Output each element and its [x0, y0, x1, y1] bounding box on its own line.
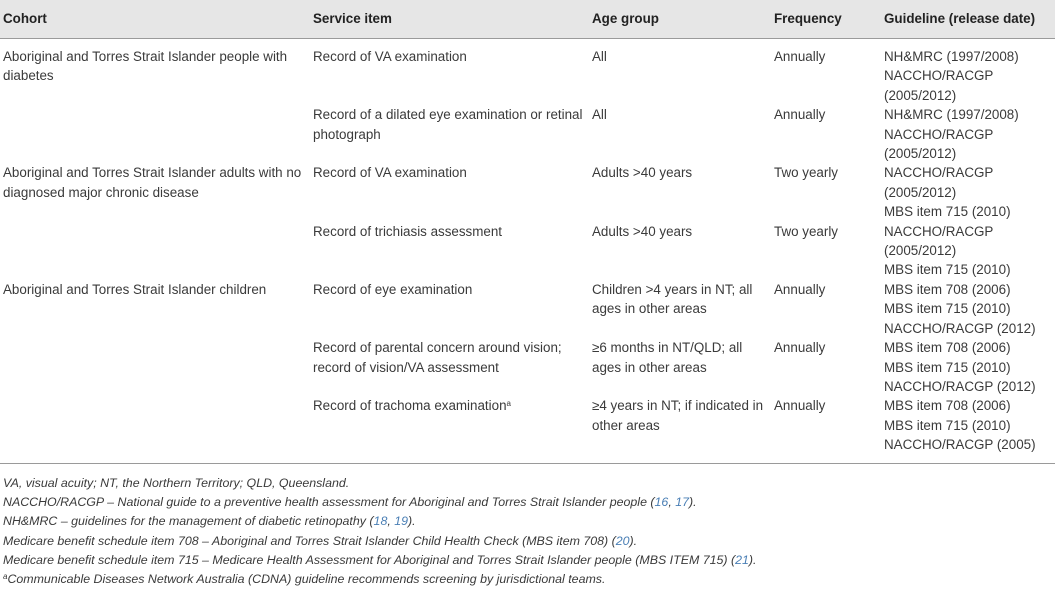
cell-age: Adults >40 years [592, 165, 693, 181]
footnote-text: , [387, 514, 395, 529]
cell-cohort [0, 222, 310, 280]
cell-frequency: Annually [774, 49, 826, 64]
table-row [0, 280, 1055, 338]
cell-frequency: Two yearly [774, 223, 838, 239]
guideline-line: MBS item 708 (2006) [884, 281, 1011, 297]
table-row [0, 338, 1055, 396]
cell-guideline [881, 396, 1055, 463]
table-footnotes [3, 474, 756, 589]
cell-service [310, 396, 589, 463]
cell-cohort [0, 396, 310, 463]
guideline-line: MBS item 715 (2010) [884, 301, 1011, 317]
cell-guideline [881, 338, 1055, 396]
guideline-line: MBS item 715 (2010) [884, 417, 1011, 433]
footnote-marker: a [3, 572, 8, 582]
guideline-line: NH&MRC (1997/2008) [884, 107, 1019, 123]
footnote-text: ). [408, 514, 416, 529]
footnote-abbreviations: VA, visual acuity; NT, the Northern Territory; QLD, Queensland. [3, 476, 350, 490]
table-row [0, 163, 1055, 221]
cell-frequency: Annually [774, 107, 826, 123]
footnote-text: NACCHO/RACGP – National guide to a preventive health assessment for Aboriginal and Torres Strait Islander people ( [3, 495, 655, 510]
table-row [0, 39, 1055, 106]
table-row [0, 105, 1055, 163]
cell-age: All [592, 107, 607, 123]
cell-age: ≥6 months in NT/QLD; all ages in other areas [592, 340, 743, 375]
cell-age: ≥4 years in NT; if indicated in other areas [589, 396, 771, 463]
guideline-line: MBS item 708 (2006) [884, 398, 1011, 414]
cell-service: Record of eye examination [313, 281, 473, 297]
footnote-nhmrc [3, 512, 756, 531]
reference-link[interactable]: 19 [394, 514, 409, 529]
guideline-line: NH&MRC (1997/2008) [884, 49, 1019, 64]
table-header-row [0, 0, 1055, 39]
cell-frequency: Annually [771, 396, 881, 463]
cell-guideline [881, 222, 1055, 280]
header-age-group: Age group [589, 0, 771, 39]
cell-cohort [0, 338, 310, 396]
table-row [0, 222, 1055, 280]
cell-service: Record of VA examination [313, 165, 467, 181]
reference-link[interactable]: 16 [654, 495, 669, 510]
guideline-line: NACCHO/RACGP (2005/2012) [884, 68, 994, 103]
cell-frequency: Annually [774, 340, 826, 356]
cell-frequency: Annually [774, 281, 826, 297]
cell-service: Record of VA examination [313, 49, 467, 64]
footnote-naccho [3, 493, 756, 512]
cell-service: Record of a dilated eye examination or retinal photograph [313, 107, 583, 142]
footnote-marker: a [506, 399, 511, 409]
header-frequency: Frequency [771, 0, 881, 39]
guideline-line: NACCHO/RACGP (2012) [884, 378, 1036, 394]
service-text: Record of trachoma examination [313, 398, 507, 414]
guideline-line: NACCHO/RACGP (2012) [884, 320, 1036, 336]
reference-link[interactable]: 18 [373, 514, 388, 529]
cell-guideline [881, 39, 1055, 106]
cell-age: Children >4 years in NT; all ages in other areas [592, 281, 753, 317]
cell-cohort: Aboriginal and Torres Strait Islander people with diabetes [3, 49, 288, 84]
cell-service: Record of trichiasis assessment [313, 223, 503, 239]
table-row [0, 396, 1055, 463]
guideline-line: MBS item 715 (2010) [884, 204, 1011, 220]
footnote-text: NH&MRC – guidelines for the management of diabetic retinopathy ( [3, 514, 374, 529]
footnote-mbs-715 [3, 551, 756, 570]
guideline-line: NACCHO/RACGP (2005/2012) [884, 223, 994, 259]
footnote-text: ). [689, 495, 697, 510]
cell-guideline [881, 105, 1055, 163]
cell-age: All [592, 49, 607, 64]
guideline-line: NACCHO/RACGP (2005/2012) [884, 165, 994, 200]
footnote-text: ). [629, 533, 638, 548]
cell-service: Record of parental concern around vision; record of vision/VA assessment [313, 340, 562, 375]
footnote-text: , [668, 495, 676, 510]
reference-link[interactable]: 20 [615, 533, 630, 548]
cell-cohort: Aboriginal and Torres Strait Islander children [3, 281, 267, 297]
guideline-line: MBS item 715 (2010) [884, 359, 1011, 375]
reference-link[interactable]: 17 [675, 495, 690, 510]
cell-cohort [0, 105, 310, 163]
footnote-text: ). [748, 552, 757, 567]
cell-cohort: Aboriginal and Torres Strait Islander adults with no diagnosed major chronic disease [3, 165, 302, 200]
footnote-cdna [3, 570, 756, 589]
guideline-line: MBS item 708 (2006) [884, 340, 1011, 356]
guideline-line: NACCHO/RACGP (2005/2012) [884, 126, 994, 162]
cell-guideline [881, 163, 1055, 221]
cell-age: Adults >40 years [592, 223, 693, 239]
footnote-text: Communicable Diseases Network Australia (CDNA) guideline recommends screening by jurisdictional teams. [7, 572, 606, 587]
header-cohort: Cohort [0, 0, 310, 39]
header-service-item: Service item [310, 0, 589, 39]
guideline-line: NACCHO/RACGP (2005) [884, 437, 1036, 453]
guideline-line: MBS item 715 (2010) [884, 262, 1011, 278]
footnote-text: Medicare benefit schedule item 708 – Aboriginal and Torres Strait Islander Child Health Check (MBS item 708) ( [3, 533, 616, 548]
cell-frequency: Two yearly [774, 165, 838, 181]
reference-link[interactable]: 21 [735, 552, 749, 567]
footnote-text: Medicare benefit schedule item 715 – Medicare Health Assessment for Aboriginal and Torres Strait Islander people (MBS ITEM 715) ( [3, 552, 736, 567]
cell-guideline [881, 280, 1055, 338]
footnote-mbs-708 [3, 532, 756, 551]
header-guideline: Guideline (release date) [881, 0, 1055, 39]
